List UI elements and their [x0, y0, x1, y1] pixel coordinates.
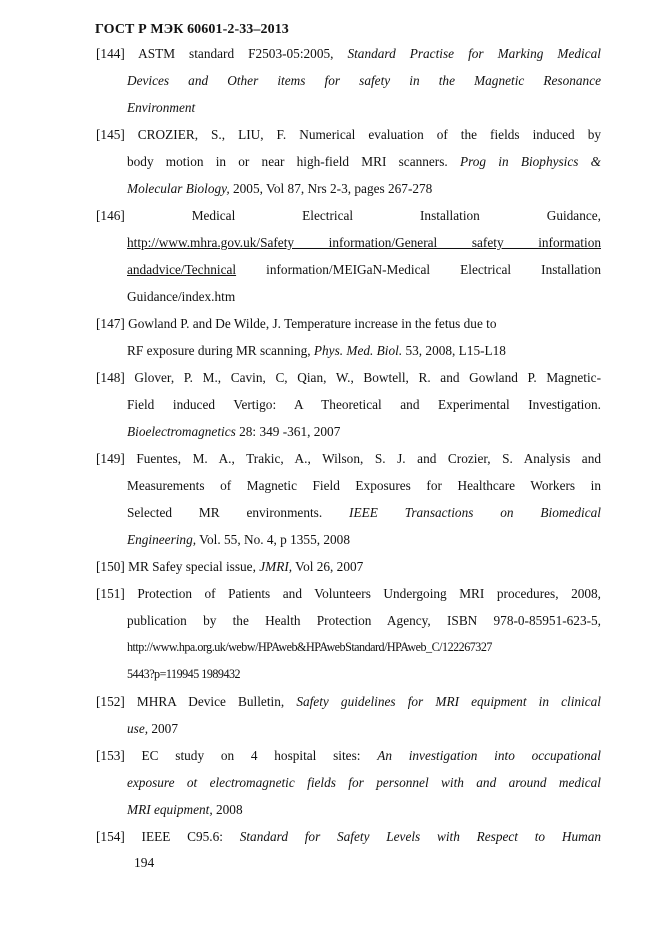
text-run: [147] Gowland P. and De Wilde, J. Temperature increase in the fetus due to — [96, 316, 497, 331]
reference-line — [96, 67, 601, 94]
text-run: 2007 — [148, 721, 178, 736]
text-run: RF exposure during MR scanning, — [127, 343, 314, 358]
text-run: Field induced Vertigo: A Theoretical and Experimental Investigation. — [127, 397, 601, 412]
text-run: 28: 349 -361, 2007 — [235, 424, 341, 439]
reference-line — [96, 445, 601, 472]
text-run: [152] MHRA Device Bulletin, — [96, 694, 297, 709]
text-run: publication by the Health Protection Agency, ISBN 978-0-85951-623-5, — [127, 613, 601, 628]
italic-run: exposure ot electromagnetic fields for personnel with and around medical — [127, 775, 601, 790]
reference-line — [96, 148, 601, 175]
reference-150 — [96, 553, 601, 580]
reference-line — [96, 580, 601, 607]
reference-line — [96, 202, 601, 229]
reference-line — [96, 715, 601, 742]
text-run: [151] Protection of Patients and Volunteers Undergoing MRI procedures, 2008, — [96, 586, 601, 601]
text-run: [148] Glover, P. M., Cavin, C, Qian, W., Bowtell, R. and Gowland P. Magnetic- — [96, 370, 601, 385]
italic-run: Bioelectromagnetics — [127, 424, 236, 439]
reference-line — [96, 337, 601, 364]
reference-line — [96, 742, 601, 769]
italic-run: Standard for Safety Levels with Respect to Human — [239, 829, 601, 844]
text-run: [146] Medical Electrical Installation Guidance, — [96, 208, 601, 223]
italic-run: Standard Practise for Marking Medical — [347, 46, 601, 61]
text-run: [153] EC study on 4 hospital sites: — [96, 748, 378, 763]
reference-144 — [96, 40, 601, 121]
reference-154 — [96, 823, 601, 850]
italic-run: An investigation into occupational — [377, 748, 602, 763]
reference-url: 5443?p=119945 1989432 — [127, 667, 241, 681]
reference-line — [96, 823, 601, 850]
reference-148 — [96, 364, 601, 445]
reference-link[interactable]: http://www.mhra.gov.uk/Safety information/General safety information — [127, 235, 601, 250]
reference-line — [96, 472, 601, 499]
text-run: [154] IEEE C95.6: — [96, 829, 240, 844]
reference-url: http://www.hpa.org.uk/webw/HPAweb&HPAwebStandard/HPAweb_C/122267327 — [127, 640, 492, 654]
page-number: 194 — [134, 855, 155, 870]
reference-line — [96, 499, 601, 526]
reference-146 — [96, 202, 601, 310]
italic-run: Environment — [127, 100, 196, 115]
reference-line — [96, 391, 601, 418]
reference-line — [96, 40, 601, 67]
reference-link[interactable]: andadvice/Technical — [127, 262, 237, 277]
reference-line — [96, 283, 601, 310]
reference-line — [96, 796, 601, 823]
text-run: Guidance/index.htm — [127, 289, 236, 304]
italic-run: Safety guidelines for MRI equipment in clinical — [296, 694, 601, 709]
reference-145 — [96, 121, 601, 202]
reference-line — [96, 175, 601, 202]
reference-151 — [96, 580, 601, 688]
reference-line — [96, 607, 601, 634]
text-run: 2005, Vol 87, Nrs 2-3, pages 267-278 — [229, 181, 433, 196]
text-run: Measurements of Magnetic Field Exposures for Healthcare Workers in — [127, 478, 601, 493]
text-run: [144] ASTM standard F2503-05:2005, — [96, 46, 348, 61]
reference-line — [96, 661, 601, 688]
text-run: 2008 — [212, 802, 243, 817]
reference-line — [96, 553, 601, 580]
reference-line — [96, 310, 601, 337]
reference-line — [96, 526, 601, 553]
italic-run: Molecular Biology, — [127, 181, 230, 196]
italic-run: JMRI, — [259, 559, 293, 574]
reference-line — [96, 688, 601, 715]
italic-run: Devices and Other items for safety in the Magnetic Resonance — [127, 73, 601, 88]
italic-run: use, — [127, 721, 149, 736]
text-run: Vol 26, 2007 — [292, 559, 364, 574]
reference-line — [96, 634, 601, 661]
reference-152 — [96, 688, 601, 742]
reference-line — [96, 256, 601, 283]
text-run: Selected MR environments. — [127, 505, 350, 520]
reference-line — [96, 229, 601, 256]
text-run: body motion in or near high-field MRI scanners. — [127, 154, 460, 169]
reference-line — [96, 121, 601, 148]
italic-run: Prog in Biophysics & — [459, 154, 601, 169]
italic-run: IEEE Transactions on Biomedical — [349, 505, 601, 520]
reference-153 — [96, 742, 601, 823]
references-list — [96, 40, 601, 850]
text-run: [150] MR Safey special issue, — [96, 559, 260, 574]
reference-line — [96, 769, 601, 796]
reference-147 — [96, 310, 601, 364]
text-run: information/MEIGaN-Medical Electrical Installation — [236, 262, 601, 277]
reference-line — [96, 418, 601, 445]
italic-run: Engineering, — [127, 532, 197, 547]
text-run: [145] CROZIER, S., LIU, F. Numerical evaluation of the fields induced by — [96, 127, 601, 142]
text-run: 53, 2008, L15-L18 — [402, 343, 506, 358]
reference-line — [96, 364, 601, 391]
reference-line — [96, 94, 601, 121]
text-run: [149] Fuentes, M. A., Trakic, A., Wilson, S. J. and Crozier, S. Analysis and — [96, 451, 601, 466]
reference-149 — [96, 445, 601, 553]
document-standard-header: ГОСТ Р МЭК 60601-2-33–2013 — [95, 22, 289, 37]
text-run: Vol. 55, No. 4, p 1355, 2008 — [196, 532, 350, 547]
italic-run: MRI equipment, — [127, 802, 213, 817]
italic-run: Phys. Med. Biol. — [313, 343, 403, 358]
